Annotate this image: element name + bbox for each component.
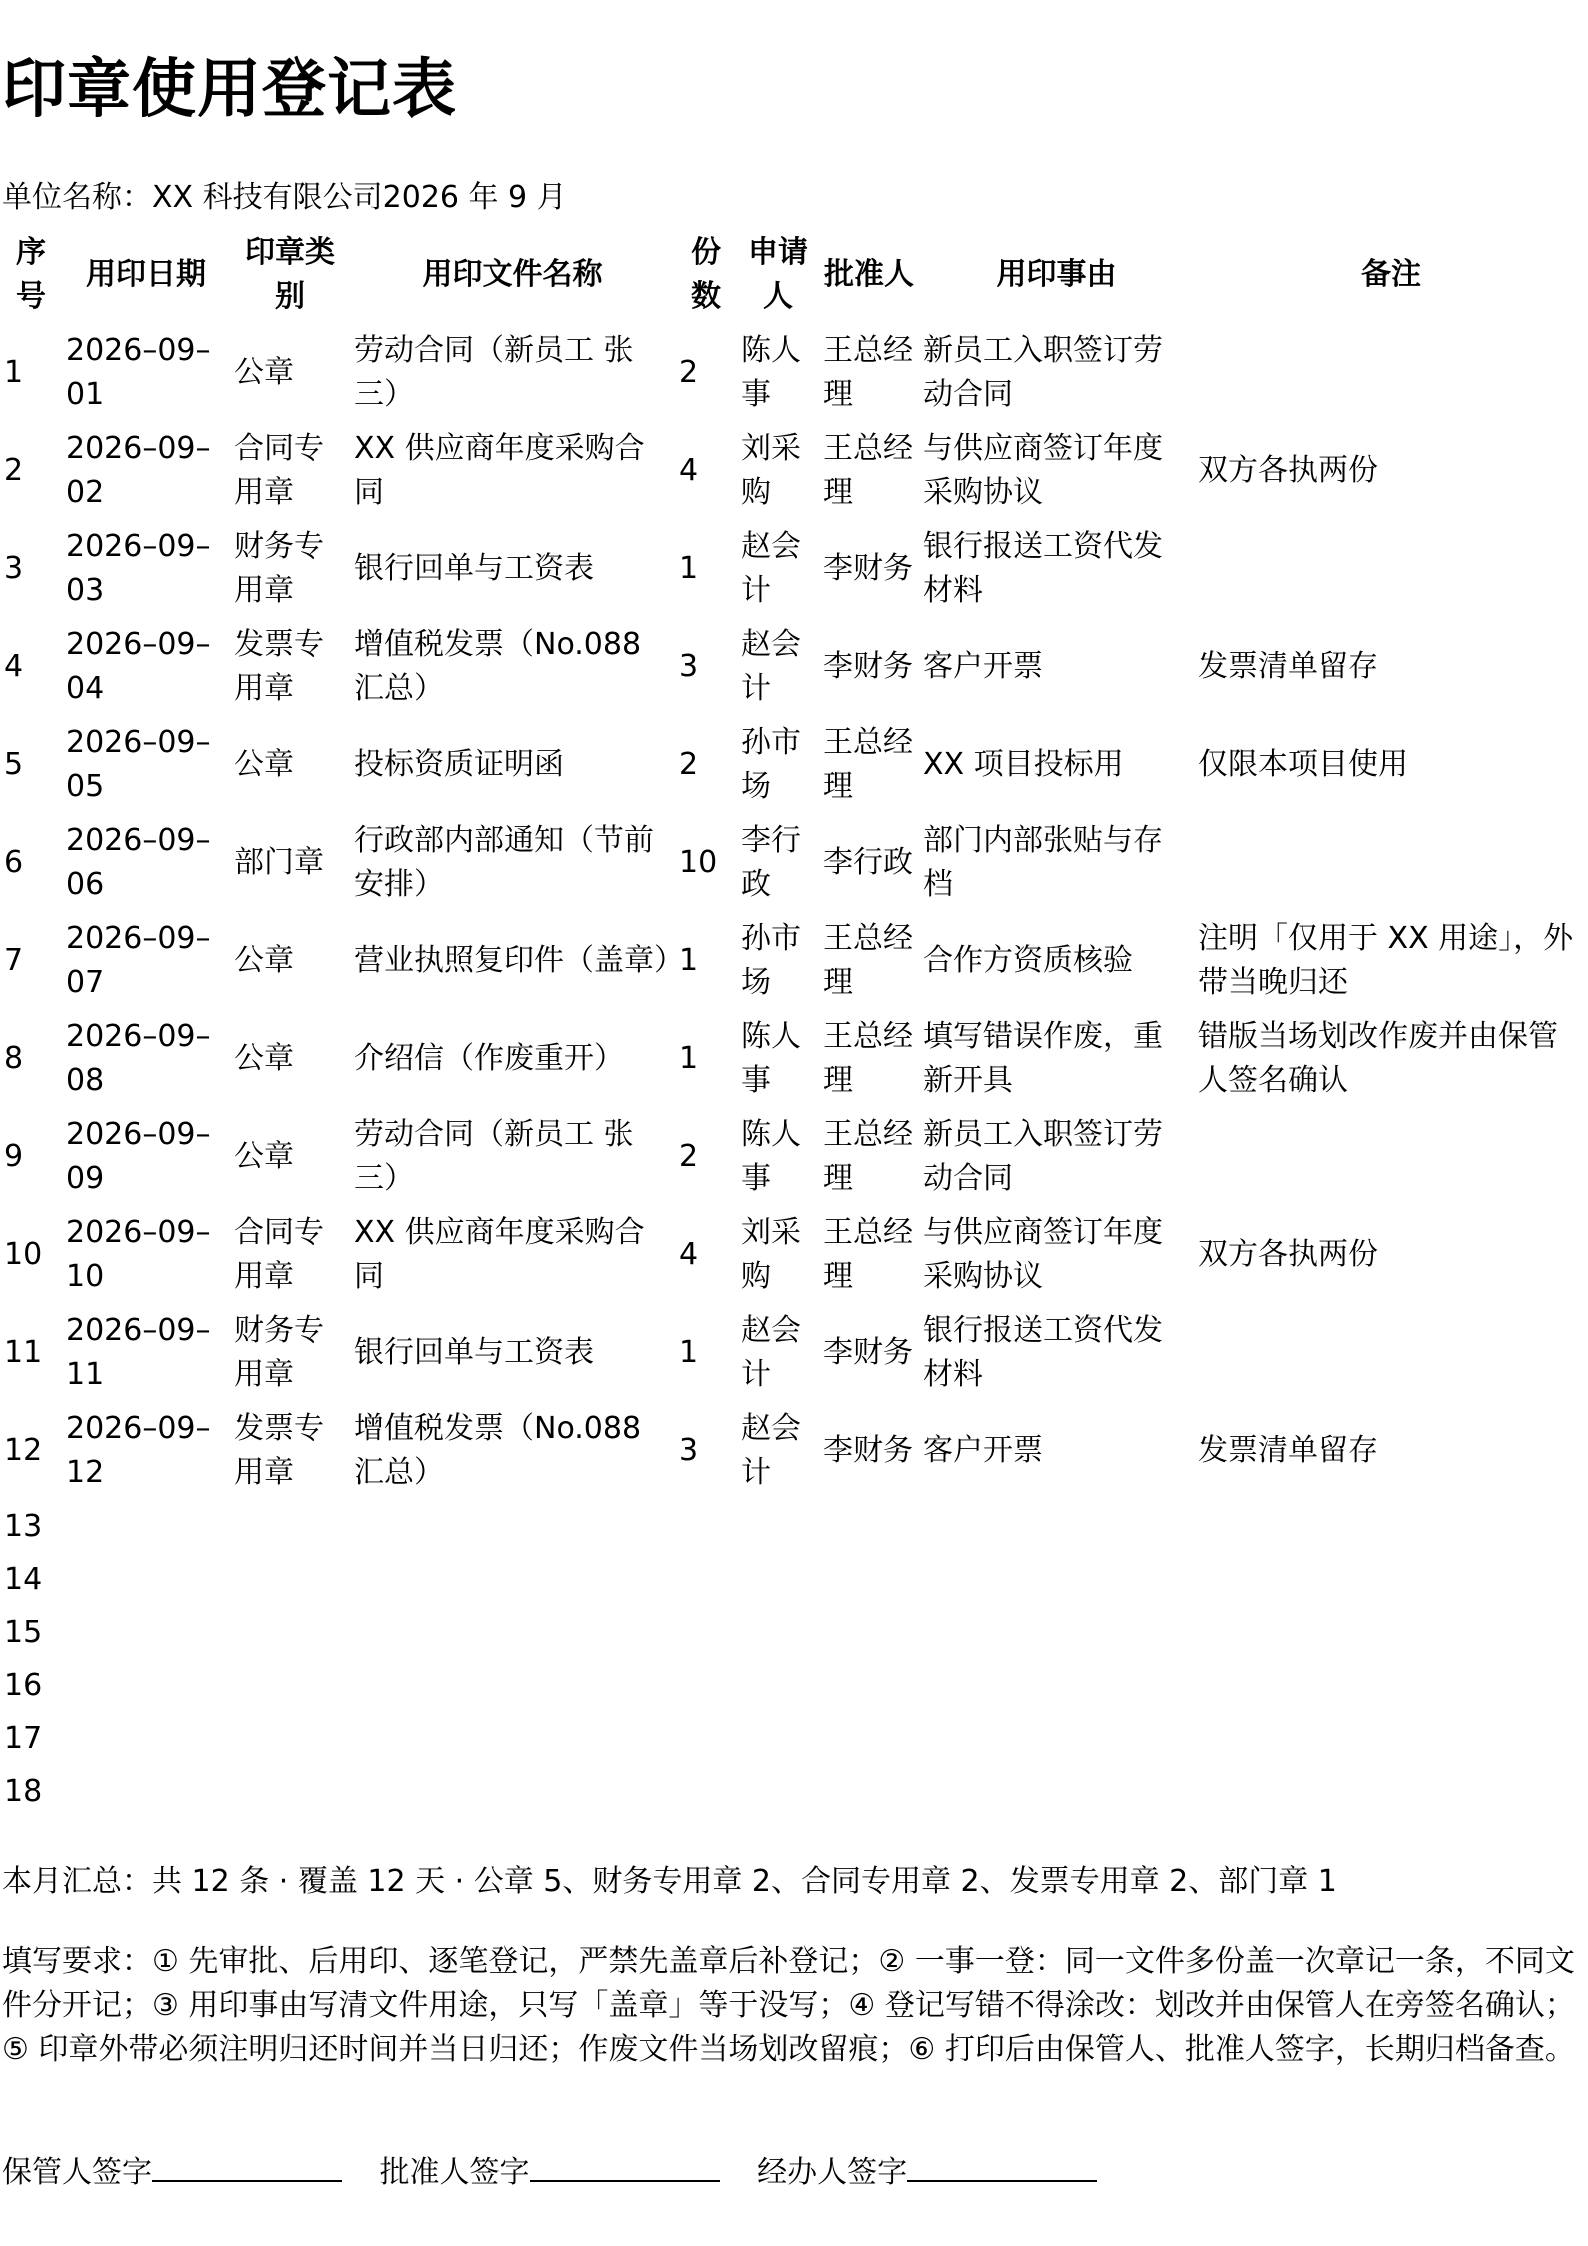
cell-remark: 注明「仅用于 XX 用途」，外带当晚归还 <box>1198 921 1574 1000</box>
cell-seal-type <box>230 1606 350 1659</box>
cell-copies: 2 <box>679 747 699 782</box>
cell-approver <box>819 1606 919 1659</box>
cell-applicant: 赵会计 <box>741 1411 801 1490</box>
cell-date: 2026–09–08 <box>66 1019 211 1098</box>
cell-copies: 1 <box>679 1335 699 1370</box>
cell-seq: 2 <box>4 453 24 488</box>
table-body <box>0 324 1588 1818</box>
cell-remark: 发票清单留存 <box>1198 649 1378 684</box>
cell-remark <box>1194 1606 1588 1659</box>
cell-reason <box>919 1712 1194 1765</box>
keeper-signature <box>2 2150 342 2195</box>
cell-copies: 3 <box>679 649 699 684</box>
cell-reason: 填写错误作废，重新开具 <box>923 1019 1163 1098</box>
cell-approver <box>819 1659 919 1712</box>
cell-seq: 7 <box>4 943 24 978</box>
cell-document: XX 供应商年度采购合同 <box>354 1215 645 1294</box>
cell-document: 劳动合同（新员工 张三） <box>354 1117 634 1196</box>
cell-seq: 10 <box>4 1237 43 1272</box>
cell-reason: 部门内部张贴与存档 <box>923 823 1163 902</box>
cell-seq: 13 <box>4 1508 43 1544</box>
handler-signature <box>757 2150 1097 2195</box>
cell-seal-type: 部门章 <box>234 845 324 880</box>
cell-copies <box>675 1659 737 1712</box>
cell-approver: 王总经理 <box>823 431 913 510</box>
header-applicant: 申请人 <box>748 235 808 314</box>
cell-document: 银行回单与工资表 <box>354 1335 594 1370</box>
header-seq: 序号 <box>16 235 46 314</box>
cell-approver: 李财务 <box>823 551 913 586</box>
cell-approver: 王总经理 <box>823 1117 913 1196</box>
cell-seq: 5 <box>4 747 24 782</box>
cell-reason: 新员工入职签订劳动合同 <box>923 333 1163 412</box>
cell-document <box>350 1606 675 1659</box>
cell-seal-type <box>230 1712 350 1765</box>
cell-approver: 李财务 <box>823 649 913 684</box>
cell-document: 增值税发票（No.088 汇总） <box>354 1411 642 1490</box>
table-row <box>0 1108 1588 1206</box>
cell-date: 2026–09–07 <box>66 921 211 1000</box>
table-row <box>0 422 1588 520</box>
header-document: 用印文件名称 <box>422 257 603 292</box>
cell-document <box>350 1659 675 1712</box>
signature-area <box>2 2150 1125 2195</box>
cell-copies: 10 <box>679 845 718 880</box>
cell-copies: 4 <box>679 453 699 488</box>
approver-signature-label: 批准人签字 <box>379 2155 530 2190</box>
cell-document: 介绍信（作废重开） <box>354 1041 624 1076</box>
cell-date <box>62 1765 230 1818</box>
cell-date <box>62 1712 230 1765</box>
cell-date: 2026–09–12 <box>66 1411 211 1490</box>
cell-copies: 1 <box>679 551 699 586</box>
cell-approver <box>819 1500 919 1553</box>
cell-remark: 双方各执两份 <box>1198 453 1378 488</box>
cell-seal-type <box>230 1553 350 1606</box>
cell-applicant <box>737 1500 819 1553</box>
table-row <box>0 1206 1588 1304</box>
cell-document: 银行回单与工资表 <box>354 551 594 586</box>
cell-seal-type: 发票专用章 <box>234 1411 324 1490</box>
cell-copies <box>675 1553 737 1606</box>
filling-requirements: 填写要求：① 先审批、后用印、逐笔登记，严禁先盖章后补登记；② 一事一登：同一文件多份盖一次章记一条，不同文件分开记；③ 用印事由写清文件用途，只写「盖章」等于没写；④ 登记写错不得涂改：划改并由保管人在旁签名确认；⑤ 印章外带必须注明归还时间并当日归还；作废文件当场划改留痕；⑥ 打印后由保管人、批准人签字，长期归档备查。 <box>2 1944 1575 2067</box>
header-date: 用印日期 <box>86 257 206 292</box>
cell-seal-type: 公章 <box>234 1139 294 1174</box>
cell-seal-type: 合同专用章 <box>234 431 324 510</box>
cell-copies <box>675 1500 737 1553</box>
cell-approver <box>819 1765 919 1818</box>
cell-date: 2026–09–05 <box>66 725 211 804</box>
cell-copies <box>675 1712 737 1765</box>
cell-date: 2026–09–11 <box>66 1313 211 1392</box>
cell-remark <box>1194 520 1588 618</box>
table-row <box>0 1402 1588 1500</box>
table-row <box>0 1010 1588 1108</box>
cell-remark <box>1194 1765 1588 1818</box>
cell-seal-type <box>230 1500 350 1553</box>
cell-applicant: 赵会计 <box>741 627 801 706</box>
cell-document <box>350 1500 675 1553</box>
cell-document: 劳动合同（新员工 张三） <box>354 333 634 412</box>
table-row <box>0 912 1588 1010</box>
handler-signature-label: 经办人签字 <box>757 2155 908 2190</box>
cell-remark <box>1194 1108 1588 1206</box>
cell-reason <box>919 1659 1194 1712</box>
keeper-signature-label: 保管人签字 <box>2 2155 152 2190</box>
cell-date <box>62 1659 230 1712</box>
cell-applicant: 刘采购 <box>741 1215 801 1294</box>
cell-approver <box>819 1553 919 1606</box>
cell-date <box>62 1606 230 1659</box>
cell-copies: 2 <box>679 355 699 390</box>
cell-document: 营业执照复印件（盖章） <box>354 943 684 978</box>
cell-date <box>62 1500 230 1553</box>
approver-signature-line[interactable] <box>530 2150 720 2182</box>
cell-seq: 1 <box>4 355 24 390</box>
cell-seq: 6 <box>4 845 24 880</box>
cell-approver: 李财务 <box>823 1433 913 1468</box>
cell-remark <box>1194 1500 1588 1553</box>
cell-date: 2026–09–03 <box>66 529 211 608</box>
cell-date: 2026–09–01 <box>66 333 211 412</box>
cell-applicant: 陈人事 <box>741 1117 801 1196</box>
cell-applicant: 孙市场 <box>741 921 801 1000</box>
table-row <box>0 324 1588 422</box>
approver-signature <box>380 2150 720 2195</box>
cell-approver: 王总经理 <box>823 333 913 412</box>
cell-date: 2026–09–02 <box>66 431 211 510</box>
cell-remark: 发票清单留存 <box>1198 1433 1378 1468</box>
cell-seal-type: 公章 <box>234 747 294 782</box>
cell-document <box>350 1765 675 1818</box>
cell-document: XX 供应商年度采购合同 <box>354 431 645 510</box>
cell-seal-type: 财务专用章 <box>234 1313 324 1392</box>
cell-approver: 王总经理 <box>823 1019 913 1098</box>
cell-copies: 3 <box>679 1433 699 1468</box>
cell-remark <box>1194 324 1588 422</box>
table-row <box>0 1500 1588 1553</box>
cell-reason: 银行报送工资代发材料 <box>923 529 1163 608</box>
cell-date: 2026–09–04 <box>66 627 211 706</box>
cell-copies: 4 <box>679 1237 699 1272</box>
table-row <box>0 1659 1588 1712</box>
table-row <box>0 1553 1588 1606</box>
cell-applicant: 赵会计 <box>741 1313 801 1392</box>
cell-document: 行政部内部通知（节前安排） <box>354 823 654 902</box>
cell-seq: 14 <box>4 1561 43 1597</box>
cell-remark <box>1194 1304 1588 1402</box>
cell-document <box>350 1712 675 1765</box>
cell-seq: 4 <box>4 649 24 684</box>
handler-signature-line[interactable] <box>907 2150 1097 2182</box>
cell-date: 2026–09–06 <box>66 823 211 902</box>
cell-approver: 王总经理 <box>823 921 913 1000</box>
table-row <box>0 520 1588 618</box>
cell-seal-type: 财务专用章 <box>234 529 324 608</box>
page-title: 印章使用登记表 <box>2 53 457 127</box>
cell-applicant: 陈人事 <box>741 1019 801 1098</box>
table-row <box>0 618 1588 716</box>
cell-remark: 双方各执两份 <box>1198 1237 1378 1272</box>
cell-reason <box>919 1765 1194 1818</box>
cell-applicant <box>737 1606 819 1659</box>
keeper-signature-line[interactable] <box>152 2150 342 2182</box>
cell-seal-type <box>230 1659 350 1712</box>
table-row <box>0 1304 1588 1402</box>
table-row <box>0 1606 1588 1659</box>
cell-remark <box>1194 1712 1588 1765</box>
unit-line: 单位名称：XX 科技有限公司2026 年 9 月 <box>2 180 567 215</box>
cell-reason <box>919 1500 1194 1553</box>
cell-reason: 与供应商签订年度采购协议 <box>923 431 1163 510</box>
cell-seq: 17 <box>4 1720 43 1756</box>
cell-applicant: 赵会计 <box>741 529 801 608</box>
cell-date: 2026–09–10 <box>66 1215 211 1294</box>
cell-date: 2026–09–09 <box>66 1117 211 1196</box>
cell-seq: 3 <box>4 551 24 586</box>
header-approver: 批准人 <box>824 257 914 292</box>
seal-usage-table <box>0 226 1588 1818</box>
cell-remark <box>1194 1553 1588 1606</box>
cell-remark: 仅限本项目使用 <box>1198 747 1408 782</box>
header-reason: 用印事由 <box>996 257 1117 292</box>
table-row <box>0 1765 1588 1818</box>
cell-applicant <box>737 1659 819 1712</box>
cell-reason <box>919 1553 1194 1606</box>
cell-approver: 李财务 <box>823 1335 913 1370</box>
cell-seal-type: 公章 <box>234 355 294 390</box>
cell-document: 投标资质证明函 <box>354 747 564 782</box>
cell-seq: 9 <box>4 1139 24 1174</box>
cell-seal-type: 公章 <box>234 943 294 978</box>
cell-copies <box>675 1765 737 1818</box>
cell-approver: 王总经理 <box>823 725 913 804</box>
cell-date <box>62 1553 230 1606</box>
cell-applicant <box>737 1765 819 1818</box>
cell-reason: 与供应商签订年度采购协议 <box>923 1215 1163 1294</box>
cell-copies: 1 <box>679 1041 699 1076</box>
cell-reason: 银行报送工资代发材料 <box>923 1313 1163 1392</box>
cell-applicant <box>737 1712 819 1765</box>
cell-seq: 11 <box>4 1335 43 1370</box>
header-seal-type: 印章类别 <box>245 235 335 314</box>
cell-applicant: 刘采购 <box>741 431 801 510</box>
cell-copies: 2 <box>679 1139 699 1174</box>
table-row <box>0 716 1588 814</box>
cell-approver: 王总经理 <box>823 1215 913 1294</box>
cell-seq: 16 <box>4 1667 43 1703</box>
cell-copies: 1 <box>679 943 699 978</box>
cell-seal-type <box>230 1765 350 1818</box>
cell-seq: 8 <box>4 1041 24 1076</box>
cell-applicant <box>737 1553 819 1606</box>
header-remark: 备注 <box>1361 257 1421 292</box>
cell-approver: 李行政 <box>823 845 913 880</box>
cell-seal-type: 发票专用章 <box>234 627 324 706</box>
table-header-row <box>0 226 1588 324</box>
cell-seal-type: 合同专用章 <box>234 1215 324 1294</box>
cell-applicant: 李行政 <box>741 823 801 902</box>
cell-seq: 12 <box>4 1433 43 1468</box>
cell-reason: 客户开票 <box>923 1433 1043 1468</box>
cell-remark <box>1194 814 1588 912</box>
monthly-summary: 本月汇总：共 12 条 · 覆盖 12 天 · 公章 5、财务专用章 2、合同专用章 2、发票专用章 2、部门章 1 <box>2 1864 1337 1899</box>
cell-remark <box>1194 1659 1588 1712</box>
cell-approver <box>819 1712 919 1765</box>
header-copies: 份数 <box>691 235 721 314</box>
cell-reason: 新员工入职签订劳动合同 <box>923 1117 1163 1196</box>
cell-reason <box>919 1606 1194 1659</box>
cell-document: 增值税发票（No.088 汇总） <box>354 627 642 706</box>
cell-remark: 错版当场划改作废并由保管人签名确认 <box>1198 1019 1558 1098</box>
cell-seq: 15 <box>4 1614 43 1650</box>
cell-reason: XX 项目投标用 <box>923 747 1124 782</box>
cell-seq: 18 <box>4 1773 43 1809</box>
cell-reason: 合作方资质核验 <box>923 943 1133 978</box>
cell-applicant: 陈人事 <box>741 333 801 412</box>
cell-applicant: 孙市场 <box>741 725 801 804</box>
cell-reason: 客户开票 <box>923 649 1043 684</box>
table-row <box>0 814 1588 912</box>
cell-copies <box>675 1606 737 1659</box>
table-row <box>0 1712 1588 1765</box>
cell-seal-type: 公章 <box>234 1041 294 1076</box>
cell-document <box>350 1553 675 1606</box>
